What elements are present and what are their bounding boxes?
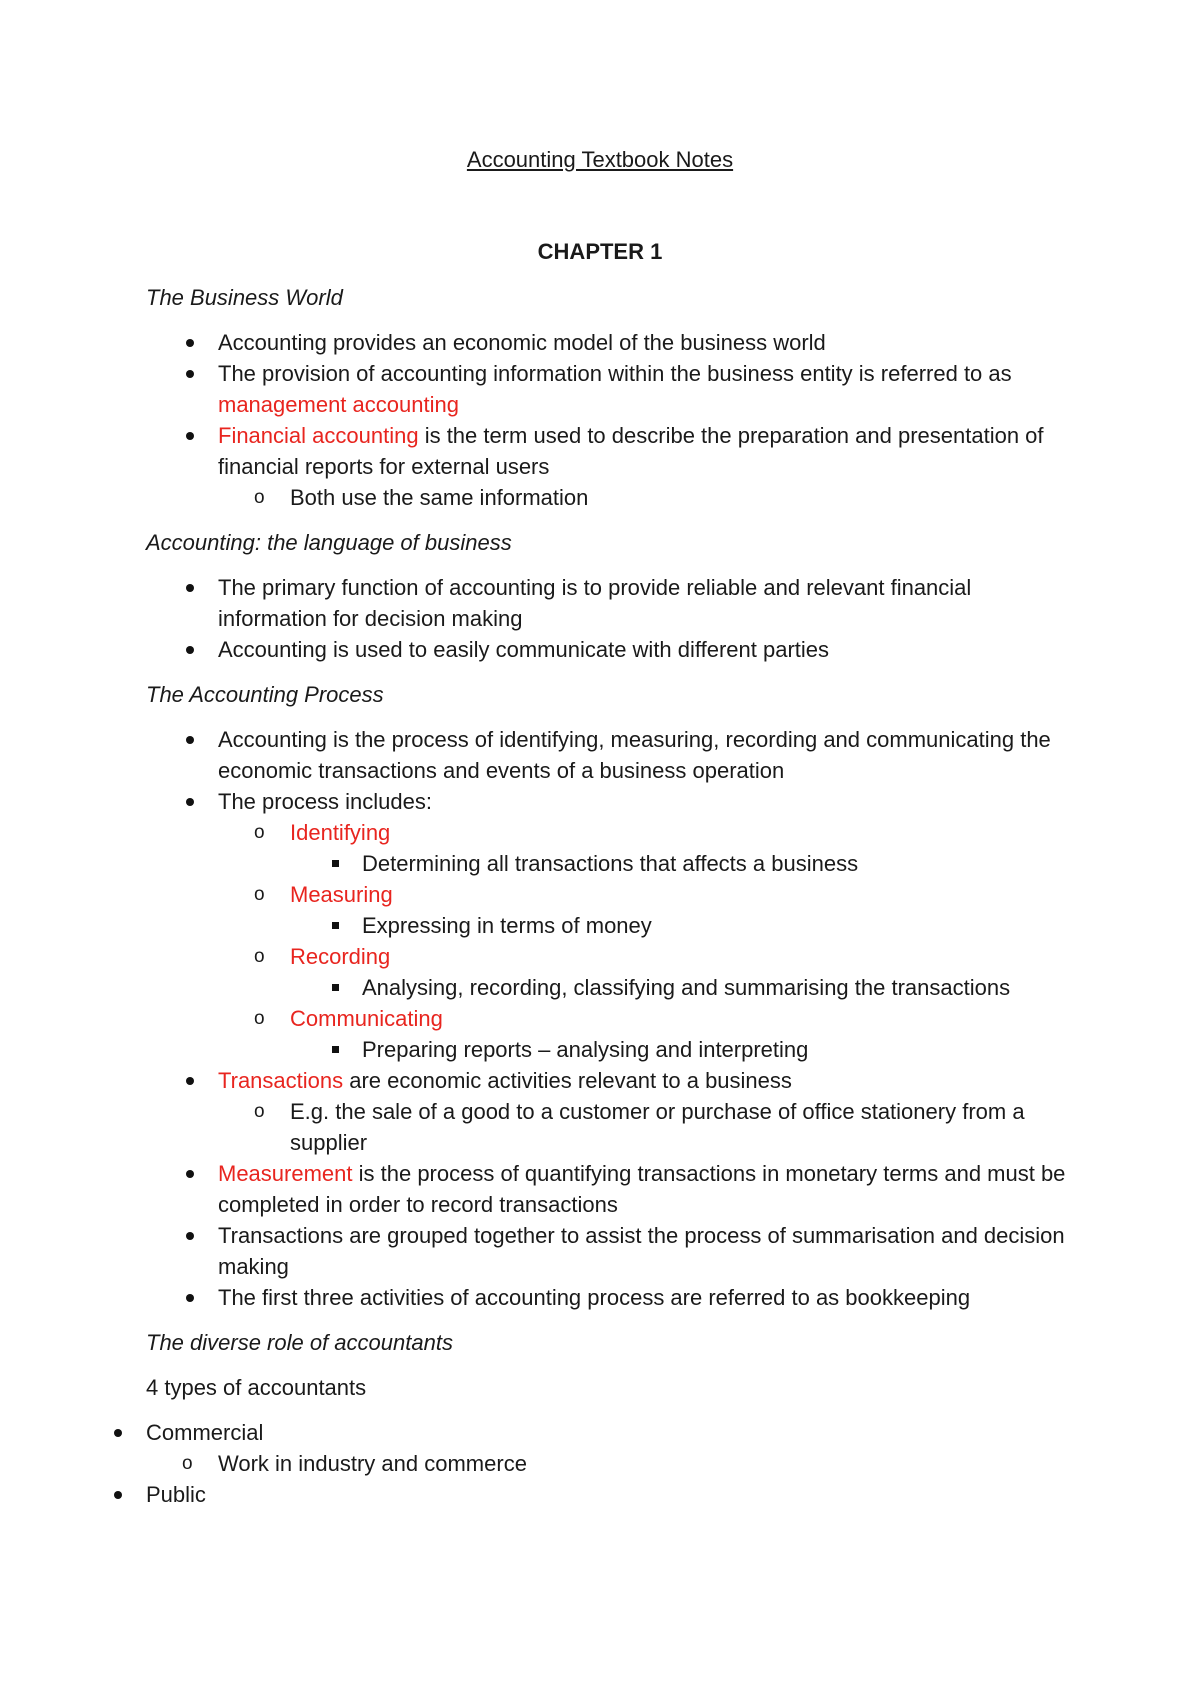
section-heading-business-world: The Business World — [146, 285, 343, 310]
circle-bullet-icon: o — [254, 884, 265, 905]
accountant-types-list — [74, 1417, 1086, 1510]
accountant-type — [74, 1417, 1086, 1479]
list-item — [146, 572, 1086, 634]
bullet-list — [146, 327, 1086, 513]
bullet-icon — [108, 1479, 128, 1510]
list-item — [146, 1282, 1086, 1313]
bullet-icon — [180, 1282, 200, 1313]
section-heading-roles: The diverse role of accountants — [146, 1330, 453, 1355]
section-heading-language: Accounting: the language of business — [146, 530, 512, 555]
process-step — [218, 879, 1086, 941]
sub-list-item — [146, 1448, 1086, 1479]
bullet-icon — [180, 358, 200, 389]
bullet-icon — [180, 327, 200, 358]
accountant-type — [74, 1479, 1086, 1510]
list-item-text: are economic activities relevant to a business — [343, 1068, 792, 1093]
highlighted-term: Measurement — [218, 1161, 353, 1186]
circle-bullet-icon: o — [254, 822, 265, 843]
list-item-text: The primary function of accounting is to provide reliable and relevant financial information for decision making — [218, 575, 972, 631]
bullet-icon — [180, 724, 200, 755]
bullet-list — [146, 572, 1086, 665]
list-item-text: Accounting provides an economic model of the business world — [218, 330, 826, 355]
process-step-detail — [290, 848, 1086, 879]
bullet-icon — [180, 1158, 200, 1189]
accountant-type-name: Public — [146, 1482, 206, 1507]
list-item — [146, 327, 1086, 358]
square-bullet-icon — [332, 910, 339, 941]
square-bullet-icon — [332, 972, 339, 1003]
list-item-text: Transactions are grouped together to assist the process of summarisation and decision making — [218, 1223, 1065, 1279]
sub-list-item-text: Both use the same information — [290, 485, 589, 510]
section-heading-process: The Accounting Process — [146, 682, 384, 707]
square-bullet-icon — [332, 848, 339, 879]
sub-list-item — [218, 1096, 1086, 1158]
list-item-text: is the process of quantifying transactions in monetary terms and must be completed in order to record transactions — [218, 1161, 1066, 1217]
process-step — [218, 941, 1086, 1003]
list-item — [146, 358, 1086, 420]
sub-list — [218, 1096, 1086, 1158]
bullet-icon — [180, 420, 200, 451]
list-item — [146, 1220, 1086, 1282]
process-step-detail — [290, 972, 1086, 1003]
sub-list — [218, 482, 1086, 513]
process-step-detail — [290, 1034, 1086, 1065]
document-title: Accounting Textbook Notes — [466, 147, 734, 172]
process-step-detail-text: Analysing, recording, classifying and summarising the transactions — [362, 975, 1011, 1000]
process-step-name: Communicating — [290, 1006, 443, 1031]
process-step — [218, 817, 1086, 879]
list-item-text: The first three activities of accounting process are referred to as bookkeeping — [218, 1285, 971, 1310]
process-steps-list — [218, 817, 1086, 1065]
list-item-text: Accounting is used to easily communicate with different parties — [218, 637, 830, 662]
process-step-details — [290, 848, 1086, 879]
highlighted-term: management accounting — [218, 392, 459, 417]
list-item-text: The process includes: — [218, 789, 432, 814]
bullet-icon — [180, 572, 200, 603]
process-step-details — [290, 972, 1086, 1003]
square-bullet-icon — [332, 1034, 339, 1065]
circle-bullet-icon: o — [254, 1008, 265, 1029]
process-step-details — [290, 910, 1086, 941]
list-item — [146, 420, 1086, 513]
process-step-detail-text: Preparing reports – analysing and interpreting — [362, 1037, 809, 1062]
bullet-icon — [180, 786, 200, 817]
circle-bullet-icon: o — [182, 1453, 193, 1474]
circle-bullet-icon: o — [254, 1101, 265, 1122]
process-step-name: Measuring — [290, 882, 393, 907]
accountant-type-name: Commercial — [146, 1420, 264, 1445]
list-item — [146, 1065, 1086, 1158]
bullet-icon — [180, 1065, 200, 1096]
circle-bullet-icon: o — [254, 487, 265, 508]
document-body — [146, 282, 1086, 1510]
highlighted-term: Transactions — [218, 1068, 344, 1093]
bullet-icon — [108, 1417, 128, 1448]
bullet-icon — [180, 634, 200, 665]
process-step-detail-text: Determining all transactions that affects a business — [362, 851, 859, 876]
list-item-text: The provision of accounting information within the business entity is referred to as — [218, 361, 1012, 386]
process-step-name: Recording — [290, 944, 391, 969]
sub-list-item — [218, 482, 1086, 513]
bullet-list — [146, 724, 1086, 1313]
process-step — [218, 1003, 1086, 1065]
highlighted-term: Financial accounting — [218, 423, 419, 448]
list-item-text: is the term used to describe the preparation and presentation of financial reports for external users — [218, 423, 1044, 479]
sub-list-item-text: Work in industry and commerce — [218, 1451, 527, 1476]
roles-intro: 4 types of accountants — [146, 1375, 367, 1400]
list-item — [146, 634, 1086, 665]
list-item-text: Accounting is the process of identifying, measuring, recording and communicating the economic transactions and events of a business operation — [218, 727, 1051, 783]
circle-bullet-icon: o — [254, 946, 265, 967]
list-item — [146, 786, 1086, 1065]
sub-list — [146, 1448, 1086, 1479]
chapter-heading: CHAPTER 1 — [537, 239, 663, 264]
bullet-icon — [180, 1220, 200, 1251]
list-item — [146, 724, 1086, 786]
process-step-detail-text: Expressing in terms of money — [362, 913, 652, 938]
process-step-name: Identifying — [290, 820, 391, 845]
process-step-details — [290, 1034, 1086, 1065]
sub-list-item-text: E.g. the sale of a good to a customer or purchase of office stationery from a supplier — [290, 1099, 1025, 1155]
list-item — [146, 1158, 1086, 1220]
process-step-detail — [290, 910, 1086, 941]
